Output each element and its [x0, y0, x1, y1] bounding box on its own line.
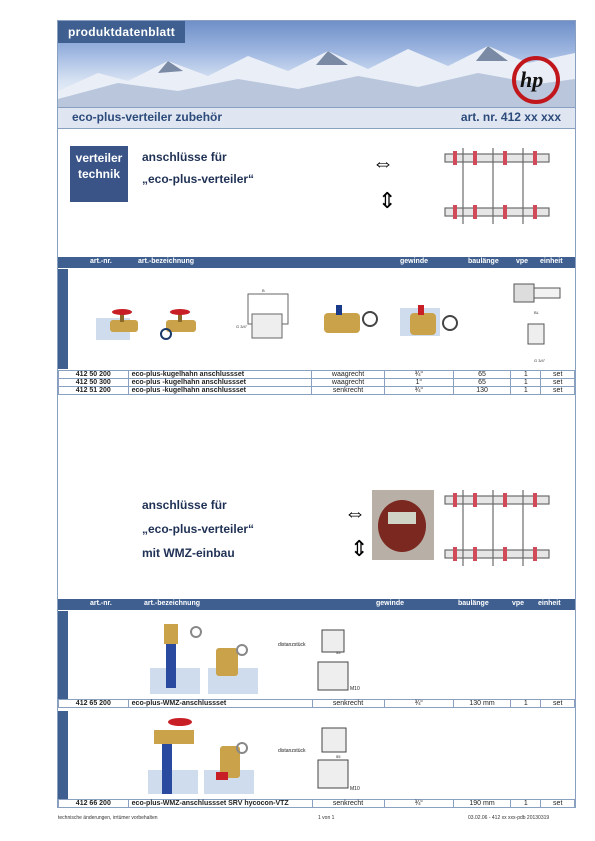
- ball-valve-image-2: [160, 308, 204, 340]
- section1-line2: „eco-plus-verteiler“: [142, 172, 255, 186]
- cell-bez: eco-plus -kugelhahn anschlussset: [128, 387, 312, 395]
- cell-baulaenge: 65: [453, 379, 510, 387]
- cell-artnr: 412 51 200: [59, 387, 129, 395]
- cell-einheit: set: [541, 371, 575, 379]
- table-row: [59, 379, 575, 387]
- fitting-drawing: [506, 276, 566, 366]
- cell-baulaenge: 130: [453, 387, 510, 395]
- section2-line1: anschlüsse für: [142, 498, 227, 512]
- cell-einheit: set: [541, 379, 575, 387]
- cell-vpe: 1: [511, 800, 541, 808]
- product-group-title: eco-plus-verteiler zubehör: [72, 110, 223, 124]
- wmz-connector-image: [156, 622, 206, 692]
- bl-label: BL: [534, 310, 539, 315]
- col-vpe-2: vpe: [512, 600, 525, 607]
- col-baulaenge: baulänge: [468, 258, 499, 265]
- side-band-2: [58, 611, 68, 699]
- section2-intro: [142, 493, 254, 565]
- article-number: art. nr. 412 xx xxx: [460, 110, 561, 124]
- cell-gewinde: ¾“: [384, 800, 453, 808]
- cell-gewinde: ¾“: [384, 371, 453, 379]
- category-tag: [70, 146, 128, 202]
- cell-bez: eco-plus-WMZ-anschlussset: [128, 700, 312, 708]
- wmz-drawing: [278, 626, 368, 696]
- footer-right: 03.02.06 - 412 xx xxx-pdb 20130319: [468, 815, 550, 821]
- tag-line2: technik: [77, 167, 120, 181]
- col-einheit-2: einheit: [538, 600, 561, 607]
- cell-einheit: set: [541, 700, 575, 708]
- srv-drawing: [278, 724, 368, 794]
- section2-line2: „eco-plus-verteiler“: [142, 522, 255, 536]
- vertical-arrow-icon: ⇕: [378, 188, 397, 213]
- col-bezeichnung-2: art.-bezeichnung: [144, 600, 201, 607]
- table-row: [59, 800, 575, 808]
- cell-richtung: waagrecht: [312, 379, 384, 387]
- col-baulaenge-2: baulänge: [458, 600, 489, 607]
- col-einheit: einheit: [540, 258, 563, 265]
- table3: [58, 799, 575, 808]
- m10-label: M10: [350, 686, 360, 692]
- cell-baulaenge: 190 mm: [453, 800, 510, 808]
- m10-label-2: M10: [350, 786, 360, 792]
- table2: [58, 699, 575, 708]
- table-row: [59, 387, 575, 395]
- table2-header: [58, 599, 575, 610]
- horizontal-arrow-icon: ⇔: [372, 150, 394, 175]
- table-row: [59, 700, 575, 708]
- dim-label: B: [262, 288, 265, 293]
- cell-einheit: set: [541, 387, 575, 395]
- col-artnr-2: art.-nr.: [90, 600, 112, 607]
- g34-label: G 3/4": [236, 324, 248, 329]
- table1: [58, 370, 575, 395]
- cell-baulaenge: 65: [453, 371, 510, 379]
- valve-drawing: [238, 288, 288, 348]
- g34-label-2: G 3/4": [534, 358, 546, 363]
- header-banner: [58, 21, 575, 107]
- col-gewinde: gewinde: [400, 258, 429, 265]
- cell-richtung: senkrecht: [312, 800, 384, 808]
- srv-connector-image: [150, 716, 210, 796]
- d55-label: 55: [336, 650, 341, 655]
- vertical-arrow-icon-2: ⇕: [350, 536, 369, 561]
- cell-gewinde: 1“: [384, 379, 453, 387]
- cell-einheit: set: [541, 800, 575, 808]
- tag-line1: verteiler: [75, 151, 123, 165]
- angle-valve-image-2: [406, 305, 466, 339]
- cell-bez: eco-plus-WMZ-anschlussset SRV hycocon-VTZ: [128, 800, 312, 808]
- srv-fitting-image: [212, 740, 252, 790]
- cell-bez: eco-plus-kugelhahn anschlussset: [128, 371, 312, 379]
- cell-artnr: 412 50 200: [59, 371, 129, 379]
- manifold-diagram: [443, 148, 553, 228]
- table1-header: [58, 257, 575, 268]
- horizontal-arrow-icon-2: ⇔: [344, 500, 366, 525]
- cell-vpe: 1: [511, 700, 541, 708]
- col-vpe: vpe: [516, 258, 529, 265]
- heat-meter-image: [372, 490, 434, 560]
- footer-center: 1 von 1: [318, 815, 335, 821]
- manifold-diagram-2: [443, 490, 553, 570]
- hp-logo: [506, 54, 564, 104]
- col-gewinde-2: gewinde: [376, 600, 405, 607]
- table-row: [59, 371, 575, 379]
- section2-line3: mit WMZ-einbau: [142, 546, 235, 560]
- section1-line1: anschlüsse für: [142, 150, 227, 164]
- angle-valve-image: [320, 305, 380, 339]
- cell-vpe: 1: [511, 379, 541, 387]
- cell-vpe: 1: [511, 371, 541, 379]
- side-band: [58, 269, 68, 369]
- distanz-label-2: distanzstück: [278, 748, 306, 754]
- footer-left: technische änderungen, irrtümer vorbehalten: [58, 815, 158, 821]
- col-artnr: art.-nr.: [90, 258, 112, 265]
- ball-valve-image: [104, 308, 144, 338]
- page-title: produktdatenblatt: [58, 21, 185, 43]
- wmz-fitting-image: [210, 642, 250, 692]
- cell-gewinde: ¾“: [384, 387, 453, 395]
- logo-text: hp: [520, 67, 544, 92]
- cell-bez: eco-plus -kugelhahn anschlussset: [128, 379, 312, 387]
- side-band-3: [58, 711, 68, 799]
- col-bezeichnung: art.-bezeichnung: [138, 258, 195, 265]
- cell-richtung: waagrecht: [312, 371, 384, 379]
- section1-intro: [142, 146, 254, 190]
- cell-artnr: 412 50 300: [59, 379, 129, 387]
- distanz-label: distanzstück: [278, 642, 306, 648]
- cell-baulaenge: 130 mm: [453, 700, 510, 708]
- cell-artnr: 412 65 200: [59, 700, 129, 708]
- subheader-bar: [58, 107, 575, 129]
- d55-label-2: 55: [336, 754, 341, 759]
- cell-vpe: 1: [511, 387, 541, 395]
- cell-artnr: 412 66 200: [59, 800, 129, 808]
- cell-gewinde: ¾“: [384, 700, 453, 708]
- cell-richtung: senkrecht: [312, 387, 384, 395]
- cell-richtung: senkrecht: [312, 700, 384, 708]
